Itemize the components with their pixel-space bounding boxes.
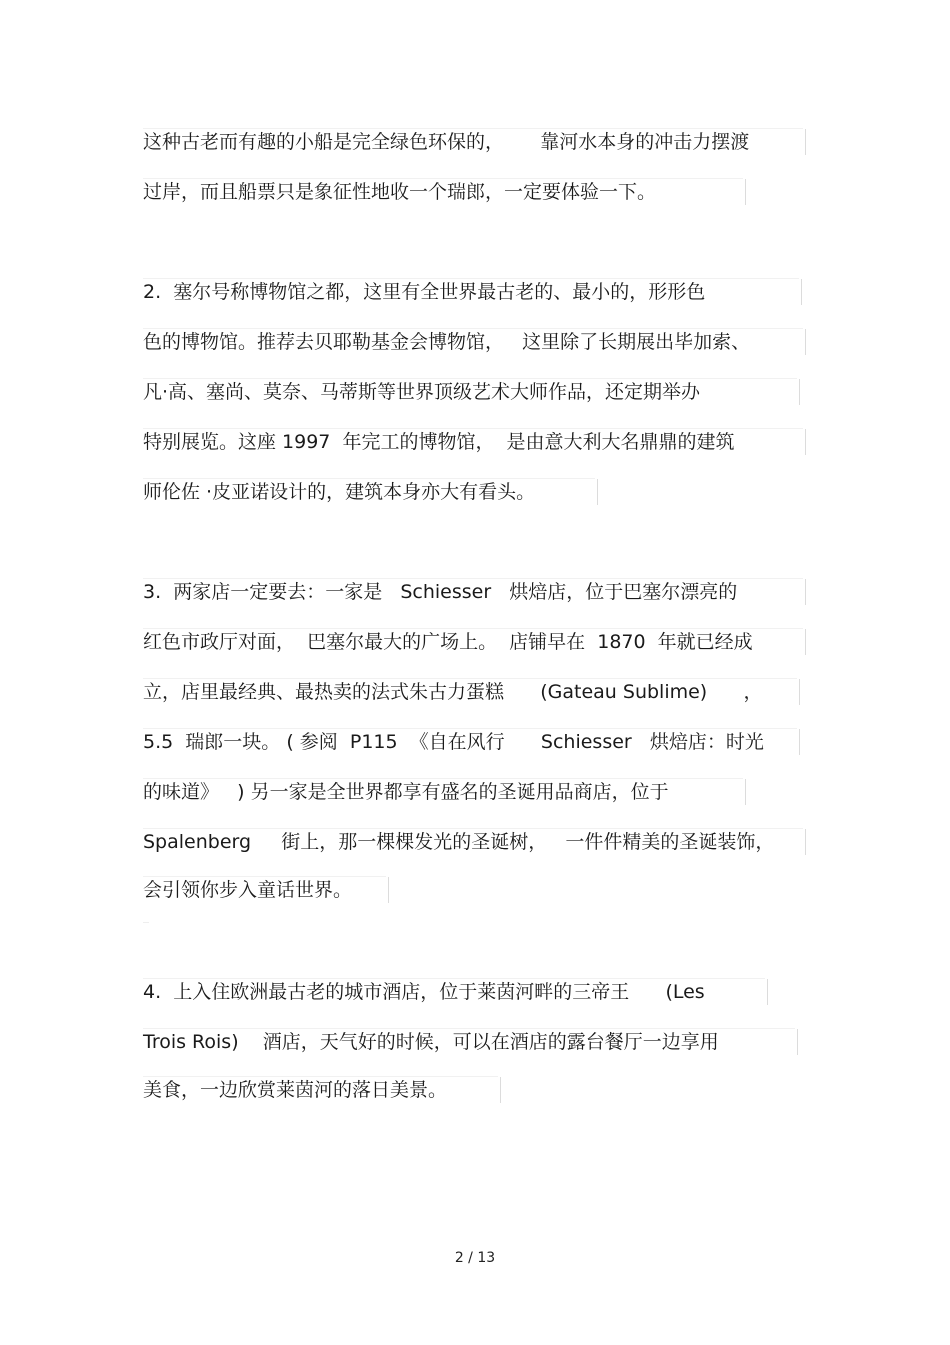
text-line: 的味道》 ) 另一家是全世界都享有盛名的圣诞用品商店，位于 xyxy=(143,778,743,805)
text-line: 会引领你步入童话世界。 xyxy=(143,876,386,903)
text-line: 色的博物馆。推荐去贝耶勒基金会博物馆， 这里除了长期展出毕加索、 xyxy=(143,328,803,355)
page-number: 2 / 13 xyxy=(454,1250,496,1266)
text-line: 2. 塞尔号称博物馆之都，这里有全世界最古老的、最小的，形形色 xyxy=(143,278,799,305)
text-line: Trois Rois) 酒店，天气好的时候，可以在酒店的露台餐厅一边享用 xyxy=(143,1028,795,1055)
text-line: 这种古老而有趣的小船是完全绿色环保的， 靠河水本身的冲击力摆渡 xyxy=(143,128,803,155)
text-line: Spalenberg 街上，那一棵棵发光的圣诞树， 一件件精美的圣诞装饰， xyxy=(143,828,803,855)
text-line: 凡·高、塞尚、莫奈、马蒂斯等世界顶级艺术大师作品，还定期举办 xyxy=(143,378,797,405)
text-line: 过岸，而且船票只是象征性地收一个瑞郎，一定要体验一下。 xyxy=(143,178,743,205)
divider-mark xyxy=(143,922,149,923)
text-line: 师伦佐 ·皮亚诺设计的，建筑本身亦大有看头。 xyxy=(143,478,595,505)
text-line: 5.5 瑞郎一块。 ( 参阅 P115 《自在风行 Schiesser 烘焙店：时光 xyxy=(143,728,797,755)
text-line: 立，店里最经典、最热卖的法式朱古力蛋糕 (Gateau Sublime) ， xyxy=(143,678,797,705)
text-line: 3. 两家店一定要去：一家是 Schiesser 烘焙店，位于巴塞尔漂亮的 xyxy=(143,578,803,605)
text-line: 美食，一边欣赏莱茵河的落日美景。 xyxy=(143,1076,498,1103)
text-line: 特别展览。这座 1997 年完工的博物馆， 是由意大利大名鼎鼎的建筑 xyxy=(143,428,803,455)
text-line: 4. 上入住欧洲最古老的城市酒店，位于莱茵河畔的三帝王 (Les xyxy=(143,978,765,1005)
text-line: 红色市政厅对面， 巴塞尔最大的广场上。 店铺早在 1870 年就已经成 xyxy=(143,628,803,655)
